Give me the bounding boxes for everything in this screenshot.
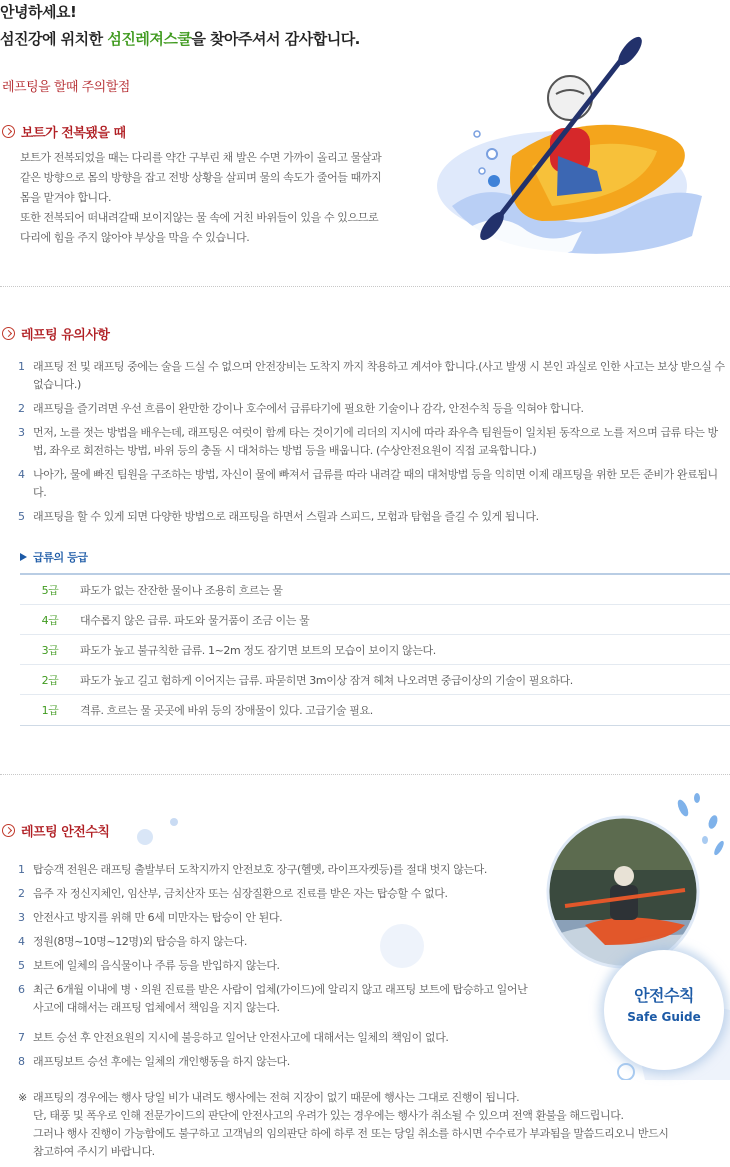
- capsize-line: 같은 방향으로 몸의 방향을 잡고 전방 상황을 살피며 물의 속도가 줄어들 때까지: [20, 171, 382, 184]
- grade-cell: 4급: [41, 613, 59, 627]
- capsize-paragraph: [20, 148, 420, 248]
- grade-desc-cell: 파도가 높고 불규칙한 급류. 1~2m 정도 잠기면 보트의 모습이 보이지 않는다.: [80, 643, 436, 657]
- grade-desc-cell: 격류. 흐르는 물 곳곳에 바위 등의 장애물이 있다. 고급기술 필요.: [80, 704, 373, 717]
- list-item-text: 보트 승선 후 안전요원의 지시에 불응하고 일어난 안전사고에 대해서는 일체의 책임이 없다.: [33, 1031, 449, 1044]
- grade-cell: 1급: [41, 704, 59, 717]
- list-item-number: 2: [18, 402, 25, 415]
- grade-cell: 3급: [41, 643, 59, 657]
- list-item-text: 래프팅을 할 수 있게 되면 다양한 방법으로 래프팅을 하면서 스릴과 스피드, 모험과 탐험을 즐길 수 있게 됩니다.: [33, 510, 539, 523]
- list-item-number: 4: [18, 935, 25, 948]
- cautions-list: [18, 358, 730, 532]
- list-item-number: 6: [18, 983, 25, 996]
- list-item-text: 래프팅을 즐기려면 우선 흐름이 완만한 강이나 호수에서 급류타기에 필요한 기술이나 감각, 안전수칙 등을 익혀야 합니다.: [33, 402, 584, 415]
- safety-list: [18, 861, 538, 1077]
- list-item: [18, 957, 538, 975]
- list-item: [18, 400, 730, 418]
- grade-desc-cell: 파도가 높고 길고 험하게 이어지는 급류. 파묻히면 3m이상 잠겨 헤쳐 나오려면 중급이상의 기술이 필요하다.: [80, 673, 573, 687]
- section-divider: [0, 774, 730, 775]
- cancellation-note: [18, 1089, 730, 1161]
- list-item: [18, 981, 538, 1017]
- list-item: [18, 358, 730, 394]
- triangle-right-icon: [20, 553, 27, 561]
- list-item-number: 4: [18, 468, 25, 481]
- page-subtitle: 레프팅을 할때 주의할점: [2, 80, 130, 95]
- list-item: [18, 933, 538, 951]
- bubble-decoration: [170, 818, 178, 826]
- table-row: [20, 635, 730, 665]
- table-row: [20, 695, 730, 725]
- list-item-text: 먼저, 노를 젓는 방법을 배우는데, 래프팅은 여럿이 함께 타는 것이기에 리더의 지시에 따라 좌우측 팀원들이 일치된 동작으로 노를 저으며 급류 타는 방법, 좌우로 회전하는 방법, 바위 등의 충돌 시 대처하는 방법 등을 배웁니다. (수상안전요원이 직접 교육합니다.): [33, 426, 718, 457]
- list-item-number: 8: [18, 1055, 25, 1068]
- list-item: [18, 466, 730, 502]
- table-row: [20, 575, 730, 605]
- list-item-number: 1: [18, 360, 25, 373]
- list-item-text: 보트에 일체의 음식물이나 주류 등을 반입하지 않는다.: [33, 959, 280, 972]
- capsize-line: 몸을 맡겨야 합니다.: [20, 191, 112, 204]
- list-item-text: 탑승객 전원은 래프팅 출발부터 도착지까지 안전보호 장구(헬멧, 라이프자켓등)를 절대 벗지 않는다.: [33, 863, 487, 876]
- greeting-line-1: 안녕하세요!: [0, 3, 77, 21]
- grades-title-label: 급류의 등급: [33, 551, 88, 564]
- table-row: [20, 605, 730, 635]
- list-item-text: 래프팅보트 승선 후에는 일체의 개인행동을 하지 않는다.: [33, 1055, 290, 1068]
- bubble-decoration: [137, 829, 153, 845]
- section-title-capsize: [2, 122, 126, 141]
- section-title-safety: [2, 821, 109, 840]
- brand-name: 섬진레져스쿨: [107, 30, 192, 48]
- safe-guide-badge-subtitle: Safe Guide: [627, 1010, 701, 1024]
- chevron-circle-icon: [2, 125, 15, 138]
- list-item-text: 안전사고 방지를 위해 만 6세 미만자는 탑승이 안 된다.: [33, 911, 283, 924]
- table-row: [20, 665, 730, 695]
- capsize-line: 또한 전복되어 떠내려갈때 보이지않는 물 속에 거친 바위들이 있을 수 있으므로: [20, 211, 379, 224]
- greeting-line-2: [0, 28, 360, 49]
- list-item: [18, 508, 730, 526]
- list-item-number: 5: [18, 959, 25, 972]
- list-item-number: 7: [18, 1031, 25, 1044]
- section-title-capsize-label: 보트가 전복됐을 때: [21, 126, 126, 141]
- list-item: [18, 1053, 538, 1071]
- list-item: [18, 1029, 538, 1047]
- note-mark: ※: [18, 1091, 27, 1104]
- list-item-text: 음주 자 정신지체인, 임산부, 금치산자 또는 심장질환으로 진료를 받은 자는 탑승할 수 없다.: [33, 887, 448, 900]
- safe-guide-badge-title: 안전수칙: [634, 986, 694, 1005]
- grades-title: [20, 549, 88, 565]
- grade-desc-cell: 대수롭지 않은 급류. 파도와 물거품이 조금 이는 물: [80, 613, 310, 627]
- section-title-safety-label: 레프팅 안전수칙: [21, 825, 110, 840]
- note-line: 그러나 행사 진행이 가능함에도 불구하고 고객님의 임의판단 하에 하루 전 또는 당일 취소를 하시면 수수료가 부과됨을 말씀드리오니 반드시: [33, 1127, 669, 1140]
- list-item: [18, 424, 730, 460]
- list-item: [18, 909, 538, 927]
- capsize-line: 다리에 힘을 주지 않아야 부상을 막을 수 있습니다.: [20, 231, 250, 244]
- list-item-number: 3: [18, 911, 25, 924]
- list-item-text: 최근 6개월 이내에 병ㆍ의원 진료를 받은 사람이 업체(가이드)에 알리지 않고 래프팅 보트에 탑승하고 일어난 사고에 대해서는 래프팅 업체에서 책임을 지지 않는다.: [33, 983, 528, 1014]
- note-line: 참고하여 주시기 바랍니다.: [33, 1145, 155, 1158]
- list-item-text: 나아가, 물에 빠진 팀원을 구조하는 방법, 자신이 물에 빠져서 급류를 따라 내려갈 때의 대처방법 등을 익히면 이제 래프팅을 위한 모든 준비가 완료됩니다.: [33, 468, 718, 499]
- section-title-cautions: [2, 324, 109, 343]
- grades-table: [20, 573, 730, 726]
- list-item-text: 정원(8명~10명~12명)외 탑승을 하지 않는다.: [33, 935, 247, 948]
- list-item-number: 5: [18, 510, 25, 523]
- section-title-cautions-label: 레프팅 유의사항: [21, 328, 110, 343]
- grade-cell: 2급: [41, 673, 59, 687]
- note-line: 단, 태풍 및 폭우로 인해 전문가이드의 판단에 안전사고의 우려가 있는 경우에는 행사가 취소될 수 있으며 전액 환불을 해드립니다.: [33, 1109, 624, 1122]
- grade-cell: 5급: [41, 583, 59, 597]
- section-divider: [0, 286, 730, 287]
- grade-desc-cell: 파도가 없는 잔잔한 물이나 조용히 흐르는 물: [80, 583, 283, 597]
- chevron-circle-icon: [2, 327, 15, 340]
- list-item-number: 3: [18, 426, 25, 439]
- chevron-circle-icon: [2, 824, 15, 837]
- capsize-line: 보트가 전복되었을 때는 다리를 약간 구부린 채 발은 수면 가까이 올리고 물살과: [20, 151, 382, 164]
- list-item: [18, 885, 538, 903]
- list-item-text: 래프팅 전 및 래프팅 중에는 술을 드실 수 없으며 안전장비는 도착지 까지 착용하고 계셔야 합니다.(사고 발생 시 본인 과실로 인한 사고는 보상 받으실 수 없습니다.): [33, 360, 725, 391]
- kayaker-illustration: [432, 36, 730, 274]
- list-item-number: 1: [18, 863, 25, 876]
- list-item-number: 2: [18, 887, 25, 900]
- greeting-prefix: 섬진강에 위치한: [0, 30, 108, 48]
- note-line: 래프팅의 경우에는 행사 당일 비가 내려도 행사에는 전혀 지장이 없기 때문에 행사는 그대로 진행이 됩니다.: [33, 1091, 520, 1104]
- safe-guide-badge: [604, 950, 724, 1070]
- greeting-suffix: 을 찾아주셔서 감사합니다.: [191, 30, 360, 48]
- list-item: [18, 861, 538, 879]
